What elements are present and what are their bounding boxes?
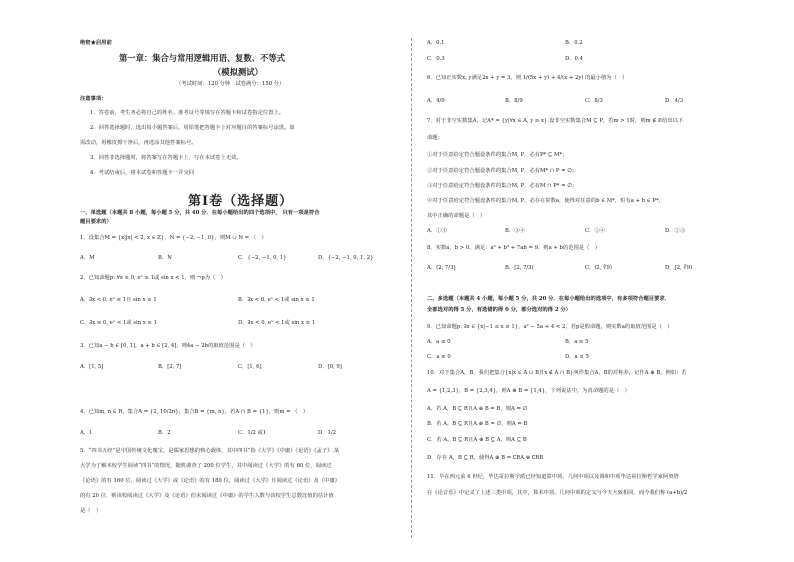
q8-stem: 8．实数a，b > 0，满足：a³ + b³ + 7ab = 9，则a + b的范围是（ ） xyxy=(427,245,600,251)
q4-option-a: A．1 xyxy=(80,430,93,436)
q7-line: 命题： xyxy=(427,135,443,141)
q1-option-c: C．{−2, −1, 0, 1} xyxy=(238,255,287,261)
exam-subtitle: （模拟测试） xyxy=(213,67,263,77)
q4-option-b: B．2 xyxy=(158,430,171,436)
section2-heading-cont: 全部选对的得 5 分，有选错的得 0 分，部分选对的得 2 分） xyxy=(427,307,571,313)
secret-mark: 绝密★启用前 xyxy=(80,40,112,46)
q5-option-b: B．0.2 xyxy=(565,40,583,46)
section2-heading: 二、多选题（本题共 4 小题，每小题 5 分，共 20 分．在每小题给出的选项中，有多项符合题目要求． xyxy=(427,296,670,302)
exam-meta: （考试时间：120 分钟 试卷满分：150 分） xyxy=(176,81,285,87)
q4-option-c: C．1/2 或1 xyxy=(238,430,267,436)
q5-option-d: D．0.4 xyxy=(565,56,583,62)
q7-line: 7．对于非空实数集A，记A* = {y|∀x ∈ A, y ≥ x}.设非空实数集合M ⊆ P，若m > 1时，则m ∉ P.给出以下 xyxy=(427,118,684,124)
q9-option-b: B．a ≥ 5 xyxy=(565,339,589,345)
q8-option-d: D．[2, ∛9) xyxy=(665,265,693,271)
q5-line: 的有 20 位．则该校阅读过《大学》及《论语》但未阅读过《中庸》的学生人数与该校学生总数比值的估计值 xyxy=(80,493,334,499)
q11-line: 在《论音乐》中定义了上述三类中项，其中，算术中项，几何中项的定义与今天大致相同．而今我们称 (a+b)/2 xyxy=(427,490,688,496)
q1-stem: 1．设集合M = {x||x| < 2, x ∈ Z}，N = {−2, −1, 0}，则M ∪ N = （ ） xyxy=(80,235,267,241)
notes-heading: 注意事项： xyxy=(80,96,107,102)
q8-option-c: C．(2, ∛9) xyxy=(585,265,612,271)
q5-line: 大学为了解本校学生阅读“四书”的情况，随机调查了 200 位学生，其中阅读过《大学》的有 60 位，阅读过 xyxy=(80,463,332,469)
q2-option-b: B．∃x < 0, eˣ < 1或 sin x ≥ 1 xyxy=(238,297,315,303)
q7-option-a: A．①③ xyxy=(427,228,447,234)
q7-line: ②对于任意给定符合题设条件的集合M, P，必有M* ∩ P = ∅； xyxy=(427,168,578,174)
q5-line: 5．“四书五经”是中国传统文化瑰宝，是儒家思想的核心载体，其中四书”指《大学》《中庸》《论语》《孟子》.某 xyxy=(80,448,340,454)
q6-option-d: D．4/3 xyxy=(665,98,684,104)
q7-line: 其中正确的命题是（ ） xyxy=(427,213,486,219)
section1-heading-cont: 题目要求的） xyxy=(80,219,112,225)
q5-line: 是（ ） xyxy=(80,508,102,514)
q11-line: 11．早在西元前 6 世纪，毕达哥拉斯学派已经知道算中项，几何中项以及调和中项毕达哥拉斯哲学家阿契塔 xyxy=(427,474,679,480)
q3-option-b: B．[2, 7] xyxy=(158,364,182,370)
q3-option-d: D．[0, 9] xyxy=(318,364,342,370)
q4-stem: 4．已知m, n ∈ R，集合A = {2, 10/2n}，集合B = {m, n}，若A ∩ B = {1}，则m = （ ） xyxy=(80,409,309,415)
q1-option-d: D．{−2, −1, 0, 1, 2} xyxy=(318,255,374,261)
exam-title: 第一章：集合与常用逻辑用语、复数、不等式 xyxy=(119,53,285,63)
q9-option-d: D．a ≤ 5 xyxy=(565,354,589,360)
q10-option-d: D．存在 A，B ⊆ R，使得A ⊕ B = ∁RA ⊕ ∁RB xyxy=(427,455,544,461)
left-column xyxy=(80,0,398,562)
q10-option-c: C．若 A，B ⊆ R且A ⊕ B ⊆ A，则A ⊆ B xyxy=(427,437,527,443)
note-item: 3．回答非选择题时，将答案写在答题卡上．写在本试卷上无效。 xyxy=(90,155,242,161)
q1-option-a: A．M xyxy=(80,255,95,261)
right-column xyxy=(425,0,745,562)
q6-option-b: B．8/9 xyxy=(505,98,523,104)
note-item: 需改动，用橡皮擦干净后，再选涂其他答案标号。 xyxy=(80,140,197,146)
q6-option-a: A．4/9 xyxy=(427,98,445,104)
q1-option-b: B．N xyxy=(158,255,172,261)
q2-stem: 2．已知命题p: ∀x ≥ 0, eˣ ≥ 1或 sin x < 1，则 ¬p为（ ） xyxy=(80,275,226,281)
q3-option-c: C．[1, 6] xyxy=(238,364,262,370)
q5-line: 《论语》的有 160 位，阅读过《大学》或《论语》的有 180 位，阅读过《大学》且阅读过《论语》及《中庸》 xyxy=(80,478,341,484)
q2-option-c: C．∃x ≥ 0, eˣ < 1或 sin x ≥ 1 xyxy=(80,320,157,326)
q9-option-c: C．a ≥ 0 xyxy=(427,354,451,360)
note-item: 1．答卷前，考生务必将自己的姓名、准考证号等填写在答题卡和试卷指定位置上。 xyxy=(90,110,285,116)
note-item: 4．考试结束后，将本试卷和答题卡一并交回 xyxy=(90,170,195,176)
q2-option-a: A．∃x < 0, eˣ ≤ 1且 sin x ≥ 1 xyxy=(80,297,157,303)
q7-line: ③对于任意给定符合题设条件的集合M, P，必有M ∩ P* = ∅； xyxy=(427,183,578,189)
q9-option-a: A．a ≤ 0 xyxy=(427,339,451,345)
q4-option-d: D．1/2 xyxy=(318,430,337,436)
q7-option-b: B．③④ xyxy=(505,228,525,234)
q8-option-b: B．[2, 7/3) xyxy=(505,265,534,271)
section1-heading: 一、单选题（本题共 8 小题，每小题 5 分，共 40 分．在每小题给出的四个选项中， 只有一项是符合 xyxy=(80,210,320,216)
q6-option-c: C．8/3 xyxy=(585,98,603,104)
q8-option-a: A．(2, 7/3] xyxy=(427,265,456,271)
q5-option-c: C．0.3 xyxy=(427,56,445,62)
q6-stem: 6．已知正实数x, y满足2x + y = 3，则 1/(5x + y) + 4/(x + 2y) 的最小值为（ ） xyxy=(427,75,628,81)
q7-option-c: C．①④ xyxy=(585,228,605,234)
q10-line: 10．对于集合A，B，我们把集合{x|x ∈ A ∪ B且x ∉ A ∩ B}叫作集合A，B的对称差，记作A ⊕ B，例如：若 xyxy=(427,370,687,376)
q3-option-a: A．[1, 5] xyxy=(80,364,104,370)
note-item: 2．回答选择题时，选出每小题答案后，用铅笔把答题卡上对应题目的答案标号涂黑。如 xyxy=(90,125,295,131)
q10-option-a: A．若 A，B ⊆ R且A ⊕ B = B，则A = ∅ xyxy=(427,406,528,412)
q7-option-d: D．②③ xyxy=(665,228,686,234)
part1-heading: 第Ⅰ卷（选择题） xyxy=(188,194,294,209)
q7-line: ①对于任意给定符合题设条件的集合M, P，必有P* ⊆ M*； xyxy=(427,152,568,158)
q10-option-b: B．若 A，B ⊆ R且A ⊕ B = ∅，则A = B xyxy=(427,421,528,427)
q10-line: A = {1,2,3}，B = {2,3,4}，则A ⊕ B = {1,4}，下列说法中，为真命题的是（ ） xyxy=(427,388,630,394)
q5-option-a: A．0.1 xyxy=(427,40,445,46)
q9-stem: 9．已知命题p: ∃x ∈ {x|−1 ≤ x ≤ 1}，a² − 5a + 4 < 2，若p是假命题，则实数a的取值范围是（ ） xyxy=(427,324,673,330)
column-divider xyxy=(411,38,412,538)
q2-option-d: D．∃x < 0, eˣ < 1或 sin x ≥ 1 xyxy=(238,320,316,326)
q7-line: ④对于任意给定符合题设条件的集合M, P，必存在常数a，使得对任意的b ∈ M*，恒有a + b ∈ P*， xyxy=(427,198,664,204)
q3-stem: 3．已知a − b ∈ [0, 1]，a + b ∈ [2, 4]，则4a − 2b的取值范围是（ ） xyxy=(80,343,256,349)
